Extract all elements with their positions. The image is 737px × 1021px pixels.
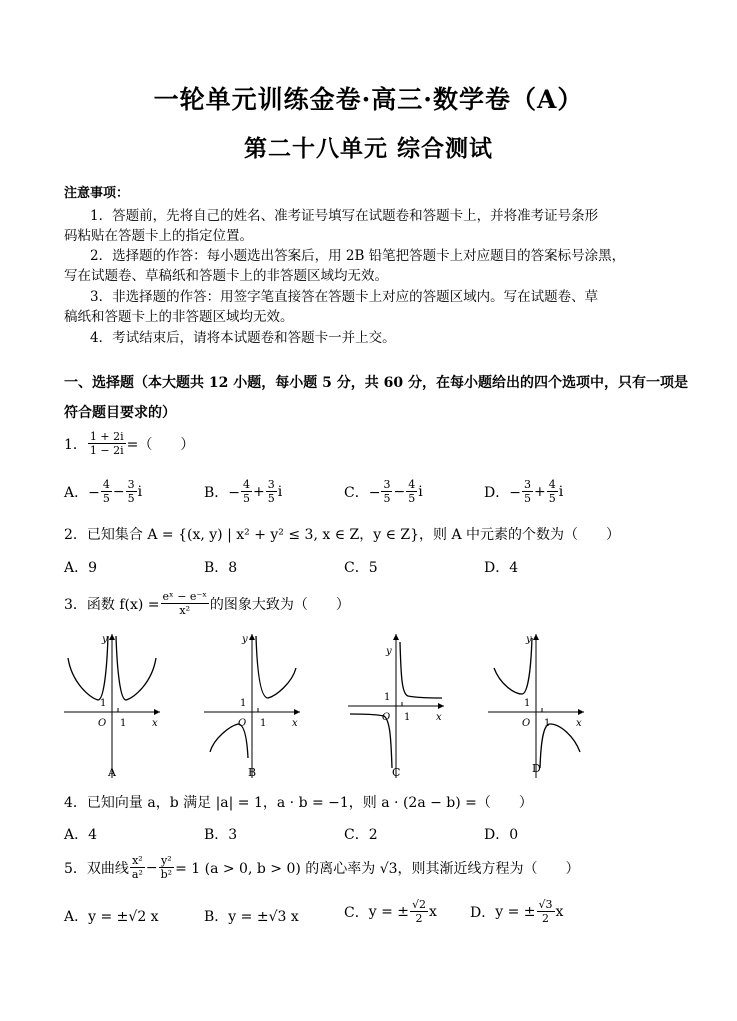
origin-label: O bbox=[522, 718, 531, 729]
y-axis-label: y bbox=[242, 634, 248, 645]
graph-option-b[interactable] bbox=[200, 628, 310, 783]
question-2-option-d[interactable]: D．4 bbox=[484, 560, 519, 576]
question-3-suffix: 的图象大致为（ ） bbox=[209, 596, 350, 613]
denominator: 5 bbox=[408, 492, 416, 505]
imaginary-unit: i bbox=[137, 483, 143, 500]
graph-label-d: D bbox=[532, 762, 541, 775]
numerator: 4 bbox=[243, 478, 251, 491]
section-heading-line-2: 符合题目要求的） bbox=[64, 405, 176, 421]
x-axis-label: x bbox=[152, 718, 158, 729]
option-fraction-1 bbox=[101, 478, 112, 505]
question-1-option-a[interactable] bbox=[64, 478, 142, 505]
page-title: 一轮单元训练金卷·高三·数学卷（A） bbox=[153, 85, 584, 114]
origin-label: O bbox=[98, 718, 107, 729]
question-1-denominator: 1 − 2i bbox=[89, 444, 124, 457]
numerator: x² bbox=[132, 854, 143, 867]
tick-1-y: 1 bbox=[384, 692, 391, 703]
question-4-option-a[interactable]: A．4 bbox=[64, 827, 98, 843]
operator: − bbox=[112, 483, 125, 500]
x-axis-label: x bbox=[576, 718, 582, 729]
option-label: D． bbox=[470, 904, 496, 921]
origin-label: O bbox=[382, 712, 391, 723]
numerator: 3 bbox=[127, 478, 135, 491]
y-axis-label: y bbox=[102, 634, 108, 645]
option-fraction-2 bbox=[547, 478, 558, 505]
option-label: B．− bbox=[204, 484, 241, 501]
denominator: 5 bbox=[267, 492, 275, 505]
tick-1: 1 bbox=[260, 718, 267, 729]
numerator: 3 bbox=[267, 478, 275, 491]
question-4-text: 4．已知向量 a，b 满足 |a| = 1，a · b = −1，则 a · (2a − b) =（ ） bbox=[64, 795, 533, 811]
graph-label-b: B bbox=[248, 766, 257, 779]
option-expression-post: x bbox=[429, 903, 437, 920]
x-axis-label: x bbox=[436, 712, 442, 723]
question-3-numerator: eˣ − e⁻ˣ bbox=[162, 590, 207, 603]
denominator: 5 bbox=[548, 492, 556, 505]
option-label: A．− bbox=[64, 484, 100, 501]
tick-1: 1 bbox=[120, 718, 127, 729]
option-fraction bbox=[410, 898, 428, 925]
denominator: 5 bbox=[383, 492, 391, 505]
question-3-fraction bbox=[161, 590, 209, 617]
numerator: √3 bbox=[538, 898, 553, 911]
question-4-option-b[interactable]: B．3 bbox=[204, 827, 238, 843]
question-5-minus: − bbox=[145, 859, 158, 876]
numerator: √2 bbox=[412, 898, 427, 911]
numerator: 4 bbox=[102, 478, 110, 491]
question-1-number: 1． bbox=[64, 436, 87, 453]
option-fraction-1 bbox=[381, 478, 392, 505]
option-label: D．− bbox=[484, 484, 521, 501]
question-1-fraction bbox=[88, 430, 126, 457]
operator: − bbox=[393, 483, 406, 500]
section-heading-line-1: 一、选择题（本大题共 12 小题，每小题 5 分，共 60 分，在每小题给出的四个选项中，只有一项是 bbox=[64, 375, 688, 391]
question-1-tail: =（ ） bbox=[126, 436, 195, 453]
question-1-option-b[interactable] bbox=[204, 478, 282, 505]
denominator: a² bbox=[131, 868, 143, 881]
notice-item-3-line-2: 稿纸和答题卡上的非答题区域均无效。 bbox=[64, 309, 294, 325]
question-5-mid: = 1 (a > 0, b > 0) 的离心率为 √3，则其渐近线方程为（ ） bbox=[175, 860, 580, 877]
graph-label-c: C bbox=[392, 766, 401, 779]
imaginary-unit: i bbox=[418, 483, 423, 500]
question-3-denominator: x² bbox=[179, 604, 191, 617]
denominator: 5 bbox=[102, 492, 110, 505]
notice-heading: 注意事项： bbox=[64, 186, 130, 201]
question-5-option-b[interactable] bbox=[204, 906, 299, 926]
denominator: 2 bbox=[415, 912, 423, 925]
option-fraction bbox=[537, 898, 555, 925]
numerator: 3 bbox=[523, 478, 531, 491]
option-label: C． bbox=[344, 904, 369, 921]
option-label: A． bbox=[64, 909, 89, 925]
origin-label: O bbox=[238, 718, 247, 729]
y-axis-label: y bbox=[386, 646, 392, 657]
denominator: b² bbox=[160, 868, 173, 881]
numerator: 4 bbox=[548, 478, 556, 491]
notice-item-4: 4．考试结束后，请将本试题卷和答题卡一并上交。 bbox=[90, 330, 396, 346]
question-5-fraction-1 bbox=[130, 854, 145, 881]
tick-1-y: 1 bbox=[240, 698, 247, 709]
page-subtitle: 第二十八单元 综合测试 bbox=[243, 135, 493, 162]
option-label: C．− bbox=[344, 484, 381, 501]
graph-option-c[interactable] bbox=[344, 628, 454, 783]
question-2-option-b[interactable]: B．8 bbox=[204, 560, 238, 576]
question-2-option-a[interactable]: A．9 bbox=[64, 560, 98, 576]
question-5-option-a[interactable] bbox=[64, 906, 159, 926]
question-5 bbox=[64, 854, 580, 881]
question-2-text: 2．已知集合 A = {(x, y) | x² + y² ≤ 3, x ∈ Z，y ∈ Z}，则 A 中元素的个数为（ ） bbox=[64, 527, 621, 543]
notice-item-2-line-1: 2．选择题的作答：每小题选出答案后，用 2B 铅笔把答题卡上对应题目的答案标号涂黑， bbox=[90, 248, 626, 264]
denominator: 5 bbox=[523, 492, 531, 505]
option-fraction-1 bbox=[522, 478, 533, 505]
numerator: 4 bbox=[408, 478, 416, 491]
question-4-option-c[interactable]: C．2 bbox=[344, 827, 378, 843]
notice-item-1-line-2: 码粘贴在答题卡上的指定位置。 bbox=[64, 228, 253, 244]
denominator: 5 bbox=[243, 492, 251, 505]
imaginary-unit: i bbox=[277, 483, 283, 500]
notice-item-2-line-2: 写在试题卷、草稿纸和答题卡上的非答题区域均无效。 bbox=[64, 268, 388, 284]
option-expression: y = ±√3 x bbox=[228, 909, 299, 925]
imaginary-unit: i bbox=[558, 483, 564, 500]
option-label: B． bbox=[204, 909, 229, 925]
question-5-prefix: 5．双曲线 bbox=[64, 860, 129, 877]
denominator: 2 bbox=[542, 912, 550, 925]
option-fraction-1 bbox=[241, 478, 252, 505]
question-5-option-d[interactable] bbox=[470, 898, 563, 925]
graph-option-a[interactable] bbox=[60, 628, 170, 783]
notice-item-1-line-1: 1．答题前，先将自己的姓名、准考证号填写在试题卷和答题卡上，并将准考证号条形 bbox=[90, 208, 599, 224]
tick-1: 1 bbox=[544, 718, 551, 729]
question-5-fraction-2 bbox=[159, 854, 174, 881]
question-3 bbox=[64, 590, 350, 617]
option-expression: y = ±√2 x bbox=[88, 909, 159, 925]
tick-1: 1 bbox=[404, 712, 411, 723]
tick-1-y: 1 bbox=[524, 698, 531, 709]
question-1-numerator: 1 + 2i bbox=[89, 430, 124, 443]
numerator: 3 bbox=[383, 478, 391, 491]
question-1-option-c[interactable] bbox=[344, 478, 423, 505]
operator: + bbox=[253, 483, 265, 500]
denominator: 5 bbox=[127, 492, 135, 505]
question-4-option-d[interactable]: D．0 bbox=[484, 827, 519, 843]
question-2-option-c[interactable]: C．5 bbox=[344, 560, 378, 576]
operator: + bbox=[533, 483, 546, 500]
option-expression-post: x bbox=[555, 903, 564, 920]
x-axis-label: x bbox=[292, 718, 298, 729]
option-fraction-2 bbox=[406, 478, 417, 505]
question-1-option-d[interactable] bbox=[484, 478, 563, 505]
tick-1-y: 1 bbox=[100, 698, 107, 709]
graph-option-d[interactable] bbox=[484, 628, 594, 783]
graph-label-a: A bbox=[108, 766, 116, 779]
numerator: y² bbox=[161, 854, 172, 867]
option-expression-pre: y = ± bbox=[495, 903, 536, 920]
question-1 bbox=[64, 430, 194, 457]
y-axis-label: y bbox=[526, 634, 532, 645]
notice-item-3-line-1: 3．非选择题的作答：用签字笔直接答在答题卡上对应的答题区域内。写在试题卷、草 bbox=[90, 289, 599, 305]
option-expression-pre: y = ± bbox=[368, 903, 409, 920]
question-5-option-c[interactable] bbox=[344, 898, 437, 925]
option-fraction-2 bbox=[126, 478, 137, 505]
question-3-prefix: 3．函数 f(x) = bbox=[64, 596, 160, 613]
option-fraction-2 bbox=[266, 478, 277, 505]
